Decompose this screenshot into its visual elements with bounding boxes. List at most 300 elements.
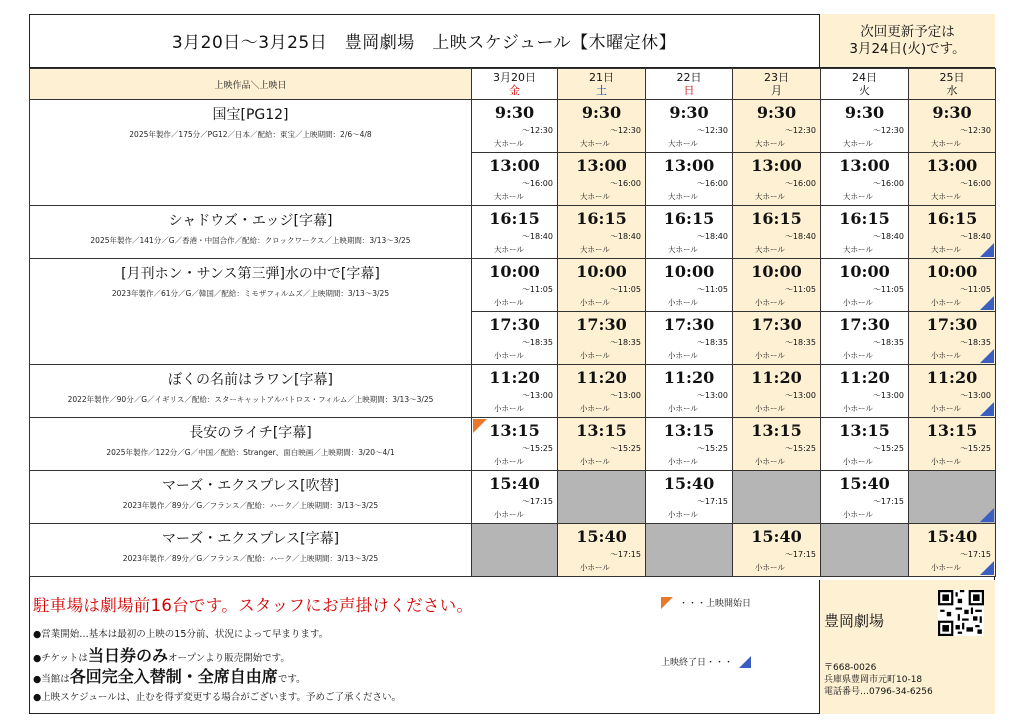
screening-slot: [733, 259, 820, 311]
start-time: 13:00: [576, 156, 627, 175]
screening-slot: [909, 365, 995, 417]
film-meta: 2025年製作／175分／PG12／日本／配給：東宝／上映期間：2/6〜4/8: [129, 130, 372, 139]
day-date: 21日: [589, 71, 614, 84]
film-meta: 2023年製作／89分／G／フランス／配給：ハーク／上映期間：3/13〜3/25: [122, 501, 379, 510]
screening-slot: [472, 259, 557, 311]
screening-slot: [472, 418, 557, 470]
end-time: 〜18:35: [784, 338, 816, 347]
end-time: 〜12:30: [696, 126, 728, 135]
end-time: 〜13:00: [609, 391, 641, 400]
screening-slot: [646, 418, 732, 470]
start-time: 11:20: [926, 368, 978, 387]
screening-cell: [558, 153, 646, 206]
end-time: 〜15:25: [872, 444, 904, 453]
screening-cell: [646, 100, 733, 153]
hall-name: 小ホール: [755, 404, 785, 413]
note-seating: [33, 666, 401, 687]
screening-slot: [733, 524, 820, 576]
start-time: 10:00: [489, 262, 540, 281]
screening-cell: [646, 312, 733, 365]
table-row: [30, 100, 996, 153]
film-cell: [30, 418, 472, 471]
day-weekday: 火: [859, 84, 870, 97]
screening-cell: [472, 100, 558, 153]
postal-code: 〒668-0026: [824, 663, 877, 673]
start-time: 13:00: [751, 156, 802, 175]
start-time: 9:30: [669, 103, 709, 122]
screening-slot: [646, 312, 732, 364]
hall-name: 小ホール: [931, 457, 961, 466]
screening-cell: [733, 418, 821, 471]
end-time: 〜18:40: [609, 232, 641, 241]
screening-cell: [821, 206, 909, 259]
end-time: 〜17:15: [521, 497, 553, 506]
end-time: 〜16:00: [959, 179, 991, 188]
day-header: [472, 69, 558, 100]
end-marker-icon: [980, 243, 994, 257]
start-time: 11:20: [489, 368, 540, 387]
end-time: 〜18:40: [784, 232, 816, 241]
screening-cell: [646, 206, 733, 259]
end-marker-icon: [980, 296, 994, 310]
start-time: 16:15: [751, 209, 802, 228]
day-weekday: 水: [946, 84, 958, 97]
start-time: 15:40: [751, 527, 802, 546]
hall-name: 大ホール: [494, 245, 524, 254]
screening-slot: [821, 259, 908, 311]
start-time: 13:15: [489, 421, 540, 440]
screening-slot: [821, 365, 908, 417]
hall-name: 小ホール: [931, 563, 961, 572]
screening-cell: [472, 365, 558, 418]
hall-name: 小ホール: [843, 298, 873, 307]
start-time: 9:30: [844, 103, 885, 122]
end-time: 〜11:05: [959, 285, 991, 294]
start-time: 13:15: [663, 421, 715, 440]
end-time: 〜11:05: [696, 285, 728, 294]
hall-name: 小ホール: [494, 298, 524, 307]
screening-cell: [821, 153, 909, 206]
screening-slot: [909, 312, 995, 364]
screening-slot: [558, 100, 645, 152]
start-time: 16:15: [489, 209, 540, 228]
start-time: 10:00: [751, 262, 802, 281]
note-opening: ●営業開始…基本は最初の上映の15分前、状況によって早まります。: [33, 629, 329, 640]
screening-slot: [472, 312, 557, 364]
screening-cell: [472, 259, 558, 312]
hall-name: 大ホール: [668, 139, 698, 148]
hall-name: 大ホール: [755, 245, 785, 254]
day-header: [909, 69, 996, 100]
end-time: 〜17:15: [696, 497, 728, 506]
end-time: 〜18:40: [696, 232, 728, 241]
screening-slot: [821, 153, 908, 205]
film-title: マーズ・エクスプレス[吹替]: [161, 478, 340, 494]
end-time: 〜15:25: [959, 444, 991, 453]
screening-cell: [472, 153, 558, 206]
screening-cell: [909, 206, 996, 259]
start-time: 17:30: [489, 315, 540, 334]
film-cell: [30, 471, 472, 524]
screening-cell: [909, 524, 996, 577]
start-time: 16:15: [663, 209, 715, 228]
hall-name: 小ホール: [931, 351, 961, 360]
end-time: 〜12:30: [521, 126, 553, 135]
film-cell: [30, 524, 472, 577]
hall-name: 小ホール: [494, 457, 524, 466]
screening-slot: [909, 100, 995, 152]
start-time: 13:15: [839, 421, 890, 440]
end-time: 〜11:05: [521, 285, 553, 294]
film-meta: 2025年製作／122分／G／中国／配給：Stranger、面白映画／上映期間：3/20〜4/1: [106, 448, 395, 457]
screening-cell: [821, 365, 909, 418]
screening-cell: [909, 153, 996, 206]
hall-name: 大ホール: [580, 192, 610, 201]
screening-cell: [472, 206, 558, 259]
screening-slot: [646, 100, 732, 152]
screening-slot: [733, 312, 820, 364]
day-date: 3月20日: [493, 71, 536, 84]
screening-slot: [558, 206, 645, 258]
table-row: [30, 524, 996, 577]
screening-slot: [472, 100, 557, 152]
hall-name: 大ホール: [668, 192, 698, 201]
start-marker-icon: [473, 419, 487, 433]
start-time: 16:15: [576, 209, 627, 228]
start-time: 9:30: [494, 103, 535, 122]
screening-slot: [909, 206, 995, 258]
end-time: 〜18:40: [872, 232, 904, 241]
end-time: 〜16:00: [784, 179, 816, 188]
start-time: 17:30: [839, 315, 890, 334]
end-time: 〜13:00: [872, 391, 904, 400]
day-header: [558, 69, 646, 100]
start-time: 10:00: [839, 262, 890, 281]
hall-name: 小ホール: [755, 351, 785, 360]
notes-list: [33, 624, 401, 708]
end-time: 〜18:40: [959, 232, 991, 241]
hall-name: 小ホール: [843, 510, 873, 519]
hall-name: 小ホール: [494, 404, 524, 413]
legend-start-label: ・・・上映開始日: [679, 599, 752, 609]
start-time: 16:15: [839, 209, 890, 228]
note-seating-suffix: です。: [277, 674, 306, 685]
hall-name: 小ホール: [668, 298, 698, 307]
screening-cell: [472, 471, 558, 524]
start-time: 13:00: [839, 156, 890, 175]
film-meta: 2023年製作／89分／G／フランス／配給：ハーク／上映期間：3/13〜3/25: [122, 554, 379, 563]
end-time: 〜16:00: [872, 179, 904, 188]
corner-label: 上映作品＼上映日: [30, 69, 472, 100]
end-time: 〜18:35: [609, 338, 641, 347]
day-weekday: 日: [683, 84, 695, 97]
screening-slot: [646, 365, 732, 417]
screening-cell: [733, 312, 821, 365]
hall-name: 小ホール: [668, 404, 698, 413]
end-time: 〜17:15: [784, 550, 816, 559]
note-changes: ●上映スケジュールは、止むを得ず変更する場合がございます。予めご了承ください。: [33, 692, 401, 703]
screening-slot: [558, 312, 645, 364]
screening-slot: [646, 206, 732, 258]
film-title: ぼくの名前はラワン[字幕]: [168, 372, 333, 388]
screening-slot: [733, 418, 820, 470]
film-cell: [30, 365, 472, 418]
screening-cell: [909, 259, 996, 312]
hall-name: 小ホール: [668, 457, 698, 466]
end-time: 〜11:05: [784, 285, 816, 294]
start-time: 13:00: [663, 156, 715, 175]
screening-slot: [909, 259, 995, 311]
start-time: 9:30: [756, 103, 797, 122]
screening-cell: [733, 100, 821, 153]
screening-cell: [821, 259, 909, 312]
film-title: 国宝[PG12]: [212, 107, 289, 123]
film-meta: 2025年製作／141分／G／香港・中国合作／配給：クロックワークス／上映期間：3/13〜3/25: [90, 236, 411, 245]
start-time: 15:40: [576, 527, 627, 546]
start-time: 17:30: [751, 315, 802, 334]
table-row: [30, 471, 996, 524]
screening-cell: [558, 418, 646, 471]
end-marker-icon: [980, 561, 994, 575]
hall-name: 大ホール: [843, 192, 873, 201]
screening-slot: [821, 206, 908, 258]
start-time: 13:15: [751, 421, 802, 440]
end-time: 〜17:15: [609, 550, 641, 559]
hall-name: 小ホール: [668, 351, 698, 360]
film-title: [月刊ホン・サンス第三弾]水の中で[字幕]: [121, 266, 380, 282]
end-time: 〜13:00: [696, 391, 728, 400]
start-time: 13:15: [576, 421, 627, 440]
screening-slot: [909, 153, 995, 205]
film-cell: [30, 206, 472, 259]
day-header: [733, 69, 821, 100]
hall-name: 大ホール: [494, 192, 524, 201]
start-time: 9:30: [932, 103, 972, 122]
screening-slot: [733, 206, 820, 258]
hall-name: 大ホール: [843, 139, 873, 148]
start-time: 15:40: [839, 474, 890, 493]
schedule-table: [29, 68, 996, 577]
qr-code-icon[interactable]: [938, 590, 984, 636]
screening-slot: [733, 153, 820, 205]
screening-cell: [821, 100, 909, 153]
start-time: 16:15: [926, 209, 978, 228]
hall-name: 大ホール: [931, 192, 961, 201]
day-weekday: 月: [771, 84, 782, 97]
end-time: 〜11:05: [872, 285, 904, 294]
screening-slot: [646, 471, 732, 523]
film-title: 長安のライチ[字幕]: [189, 425, 312, 441]
end-time: 〜15:25: [609, 444, 641, 453]
start-time: 11:20: [839, 368, 890, 387]
end-time: 〜18:35: [521, 338, 553, 347]
start-time: 17:30: [926, 315, 978, 334]
start-time: 11:20: [751, 368, 802, 387]
note-tickets-prefix: ●チケットは: [33, 653, 88, 664]
start-time: 15:40: [489, 474, 540, 493]
end-time: 〜16:00: [609, 179, 641, 188]
screening-slot: [558, 153, 645, 205]
hall-name: 大ホール: [580, 245, 610, 254]
hall-name: 小ホール: [755, 563, 785, 572]
screening-slot: [472, 206, 557, 258]
day-header: [821, 69, 909, 100]
screening-slot: [909, 524, 995, 576]
screening-slot: [909, 418, 995, 470]
end-marker-icon: [980, 349, 994, 363]
start-marker-icon: [661, 597, 673, 609]
screening-slot: [821, 100, 908, 152]
hall-name: 大ホール: [931, 245, 961, 254]
end-time: 〜12:30: [609, 126, 641, 135]
street-address: 兵庫県豊岡市元町10-18: [824, 675, 923, 685]
screening-cell: [733, 206, 821, 259]
start-time: 9:30: [581, 103, 622, 122]
screening-slot: [472, 471, 557, 523]
screening-cell: [646, 153, 733, 206]
screening-cell: [558, 206, 646, 259]
end-time: 〜12:30: [784, 126, 816, 135]
screening-slot: [472, 153, 557, 205]
hall-name: 大ホール: [668, 245, 698, 254]
hall-name: 大ホール: [755, 192, 785, 201]
theater-address: [824, 662, 933, 698]
end-time: 〜16:00: [521, 179, 553, 188]
screening-cell: [558, 100, 646, 153]
hall-name: 小ホール: [580, 457, 610, 466]
hall-name: 大ホール: [843, 245, 873, 254]
hall-name: 大ホール: [931, 139, 961, 148]
start-time: 13:00: [489, 156, 540, 175]
screening-slot: [821, 471, 908, 523]
start-time: 11:20: [576, 368, 627, 387]
screening-cell: [472, 418, 558, 471]
hall-name: 小ホール: [755, 298, 785, 307]
start-time: 13:00: [926, 156, 978, 175]
screening-cell: [733, 153, 821, 206]
screening-cell: [909, 100, 996, 153]
screening-slot: [558, 418, 645, 470]
start-time: 10:00: [663, 262, 715, 281]
legend-end-label: 上映終了日・・・: [661, 658, 734, 668]
table-row: [30, 259, 996, 312]
end-marker-icon: [739, 656, 751, 668]
note-seating-emphasis: 各回完全入替制・全席自由席: [69, 667, 278, 686]
screening-slot: [733, 100, 820, 152]
film-title: マーズ・エクスプレス[字幕]: [161, 531, 340, 547]
end-time: 〜12:30: [872, 126, 904, 135]
screening-cell: [909, 418, 996, 471]
parking-notice: 駐車場は劇場前16台です。スタッフにお声掛けください。: [33, 596, 474, 615]
start-time: 13:15: [926, 421, 978, 440]
end-time: 〜15:25: [696, 444, 728, 453]
hall-name: 小ホール: [580, 404, 610, 413]
no-screening-cell: [558, 471, 646, 524]
screening-cell: [646, 365, 733, 418]
legend-start: [661, 596, 751, 609]
theater-name: 豊岡劇場: [824, 612, 885, 630]
screening-cell: [646, 259, 733, 312]
film-meta: 2022年製作／90分／G／イギリス／配給：スターキャットアルバトロス・フィルム／上映期間：3/13〜3/25: [67, 395, 434, 404]
hall-name: 小ホール: [580, 351, 610, 360]
screening-cell: [558, 259, 646, 312]
screening-cell: [821, 312, 909, 365]
hall-name: 小ホール: [931, 298, 961, 307]
note-tickets-emphasis: 当日券のみ: [87, 646, 168, 665]
day-header: [646, 69, 733, 100]
hall-name: 大ホール: [580, 139, 610, 148]
screening-slot: [821, 312, 908, 364]
hall-name: 小ホール: [494, 351, 524, 360]
screening-slot: [472, 365, 557, 417]
film-cell: [30, 259, 472, 365]
end-time: 〜15:25: [784, 444, 816, 453]
hall-name: 小ホール: [931, 404, 961, 413]
no-screening-cell: [821, 524, 909, 577]
day-date: 24日: [852, 71, 877, 84]
screening-slot: [558, 259, 645, 311]
start-time: 10:00: [926, 262, 978, 281]
hall-name: 小ホール: [843, 351, 873, 360]
screening-cell: [909, 312, 996, 365]
start-time: 17:30: [576, 315, 627, 334]
note-seating-prefix: ●当館は: [33, 674, 70, 685]
notice-line-2: 3月24日(火)です。: [849, 40, 966, 57]
end-time: 〜11:05: [609, 285, 641, 294]
page-title: 3月20日〜3月25日 豊岡劇場 上映スケジュール【木曜定休】: [29, 14, 820, 68]
footer: [29, 580, 995, 714]
hall-name: 小ホール: [755, 457, 785, 466]
screening-slot: [558, 365, 645, 417]
screening-cell: [733, 259, 821, 312]
start-time: 11:20: [663, 368, 715, 387]
no-screening-cell: [733, 471, 821, 524]
screening-cell: [821, 418, 909, 471]
screening-cell: [472, 312, 558, 365]
day-weekday: 土: [596, 84, 607, 97]
end-marker-icon: [980, 402, 994, 416]
table-row: [30, 365, 996, 418]
screening-slot: [558, 524, 645, 576]
day-date: 25日: [939, 71, 965, 84]
hall-name: 大ホール: [755, 139, 785, 148]
update-notice: [820, 14, 995, 68]
screening-cell: [909, 365, 996, 418]
hall-name: 小ホール: [668, 510, 698, 519]
end-time: 〜17:15: [959, 550, 991, 559]
screening-cell: [646, 471, 733, 524]
phone-number: 電話番号…0796-34-6256: [824, 687, 933, 697]
table-row: [30, 418, 996, 471]
film-meta: 2023年製作／61分／G／韓国／配給：ミモザフィルムズ／上映期間：3/13〜3/25: [111, 289, 390, 298]
start-time: 15:40: [926, 527, 978, 546]
end-time: 〜13:00: [521, 391, 553, 400]
day-date: 22日: [676, 71, 702, 84]
screening-cell: [558, 312, 646, 365]
end-time: 〜13:00: [959, 391, 991, 400]
end-marker-icon: [980, 508, 994, 522]
start-time: 10:00: [576, 262, 627, 281]
film-cell: [30, 100, 472, 206]
footer-notes-panel: [29, 580, 820, 714]
screening-cell: [646, 418, 733, 471]
end-time: 〜17:15: [872, 497, 904, 506]
end-time: 〜12:30: [959, 126, 991, 135]
hall-name: 大ホール: [494, 139, 524, 148]
start-time: 15:40: [663, 474, 715, 493]
no-screening-cell: [909, 471, 996, 524]
screening-slot: [733, 365, 820, 417]
